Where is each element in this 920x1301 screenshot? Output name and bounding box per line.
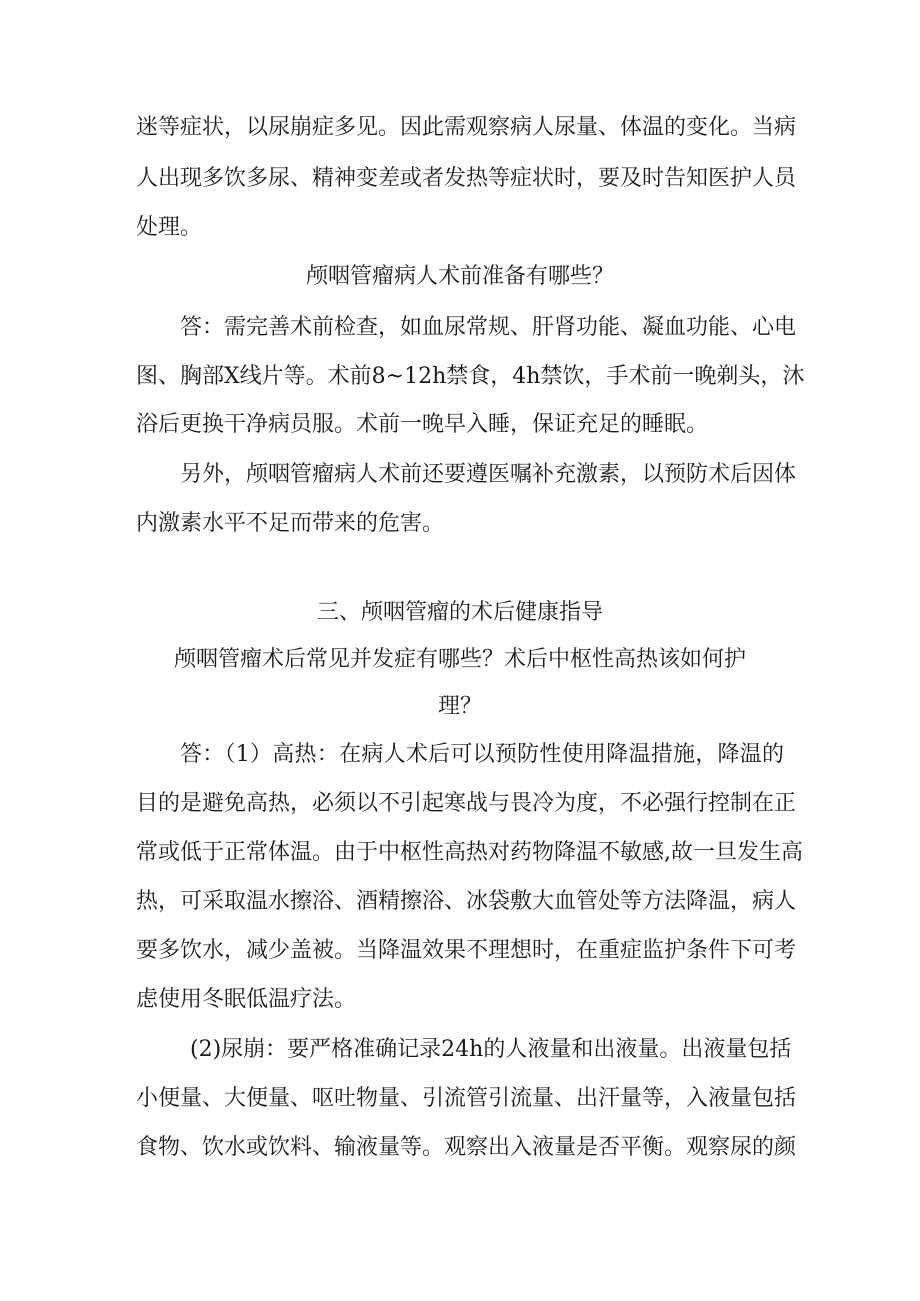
- text-line: 另外，颅咽管瘤病人术前还要遵医嘱补充激素，以预防术后因体: [180, 462, 797, 487]
- text-line: 答：（1）高热：在病人术后可以预防性使用降温措施，降温的: [180, 742, 784, 767]
- text-line: 小便量、大便量、呕吐物量、引流管引流量、出汗量等，入液量包括: [136, 1086, 797, 1111]
- text-line: 要多饮水，减少盖被。当降温效果不理想时，在重症监护条件下可考: [136, 938, 797, 963]
- text-line: 答：需完善术前检查，如血尿常规、肝肾功能、凝血功能、心电: [180, 315, 797, 340]
- question-heading: 颅咽管瘤术后常见并发症有哪些？术后中枢性高热该如何护: [173, 647, 746, 672]
- text-line: 人出现多饮多尿、精神变差或者发热等症状时，要及时告知医护人员: [136, 166, 797, 191]
- text-line: 虑使用冬眠低温疗法。: [136, 987, 357, 1012]
- question-heading: 理？: [437, 694, 482, 719]
- text-line: 处理。: [136, 215, 203, 240]
- text-line: 常或低于正常体温。由于中枢性高热对药物降温不敏感,故一旦发生高: [136, 840, 803, 865]
- text-line: 迷等症状，以尿崩症多见。因此需观察病人尿量、体温的变化。当病: [136, 115, 797, 140]
- text-line: (2)尿崩：要严格准确记录24h的人液量和出液量。出液量包括: [190, 1037, 792, 1062]
- question-heading: 颅咽管瘤病人术前准备有哪些？: [305, 264, 614, 289]
- text-line: 浴后更换干净病员服。术前一晚早入睡，保证充足的睡眠。: [136, 412, 709, 437]
- text-line: 热，可采取温水擦浴、酒精擦浴、冰袋敷大血管处等方法降温，病人: [136, 889, 797, 914]
- text-line: 目的是避免高热，必须以不引起寒战与畏冷为度，不必强行控制在正: [136, 791, 797, 816]
- text-line: 图、胸部X线片等。术前8~12h禁食，4h禁饮，手术前一晚剃头，沐: [136, 364, 805, 389]
- section-title: 三、颅咽管瘤的术后健康指导: [316, 600, 603, 625]
- text-line: 食物、饮水或饮料、输液量等。观察出入液量是否平衡。观察尿的颜: [136, 1135, 797, 1160]
- text-line: 内激素水平不足而带来的危害。: [136, 511, 445, 536]
